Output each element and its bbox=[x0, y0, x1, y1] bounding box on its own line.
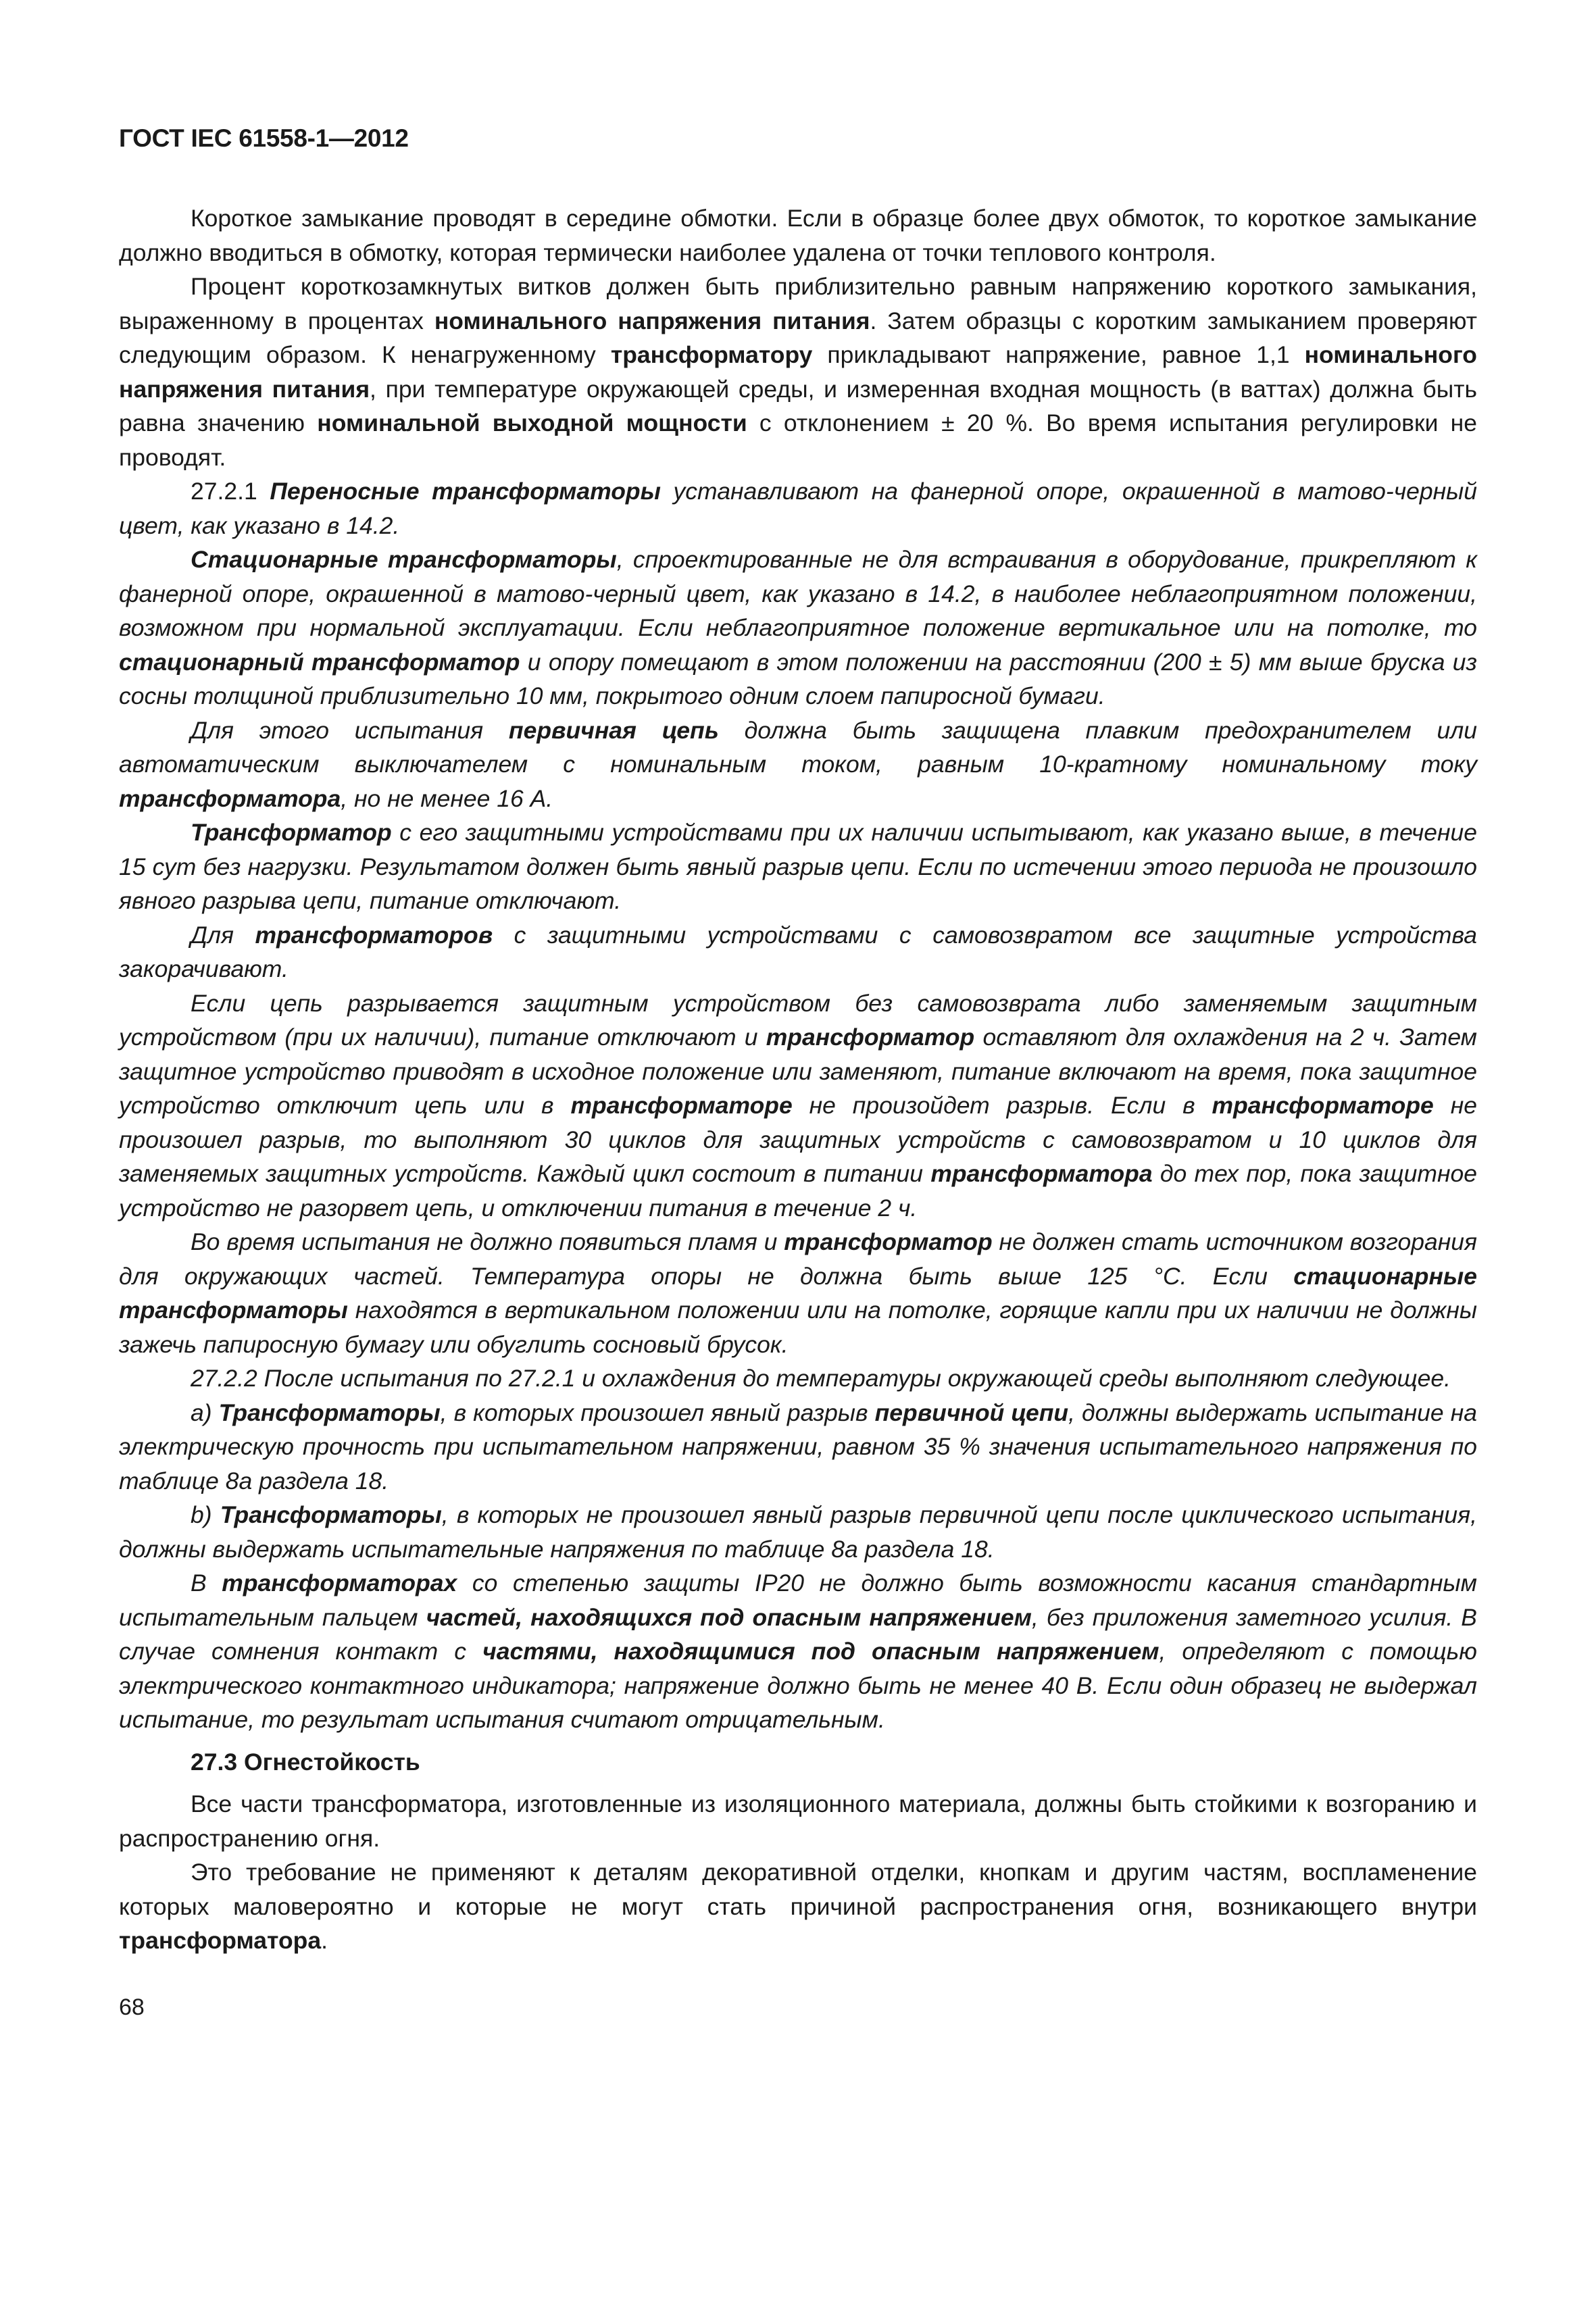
paragraph bbox=[119, 474, 1477, 543]
text-run: , при температуре окружающей среды, и измеренная входная мощность (в ваттах) должна быть равна значению bbox=[119, 375, 1477, 436]
bold-term: номинального напряжения питания bbox=[434, 307, 870, 334]
bold-term: Переносные трансформаторы bbox=[270, 478, 661, 505]
paragraph bbox=[119, 918, 1477, 986]
text-run: , но не менее 16 А. bbox=[341, 784, 553, 812]
text-run: В bbox=[191, 1569, 222, 1596]
text-run: , должны выдержать испытание на электрическую прочность при испытательном напряжении, равном 35 % значения испытательного напряжения по таблице 8а раздела 18. bbox=[119, 1399, 1477, 1494]
bold-term: Трансформатор bbox=[191, 819, 392, 846]
text-run: должна быть защищена плавким предохранителем или автоматическим выключателем с номинальным током, равным 10-кратному номинальному току bbox=[119, 716, 1478, 778]
text-run: не должен стать источником возгорания для окружающих частей. Температура опоры не должна быть выше 125 °С. Если bbox=[119, 1228, 1477, 1290]
paragraph bbox=[119, 543, 1477, 713]
bold-term: трансформаторах bbox=[222, 1569, 457, 1596]
text-run: с защитными устройствами с самовозвратом все защитные устройства закорачивают. bbox=[119, 921, 1477, 982]
bold-term: стационарные трансформаторы bbox=[119, 1262, 1477, 1324]
text-run: , без приложения заметного усилия. В случае сомнения контакт с bbox=[119, 1603, 1477, 1665]
bold-term: трансформаторе bbox=[1212, 1092, 1434, 1119]
text-run: Короткое замыкание проводят в середине обмотки. Если в образце более двух обмоток, то короткое замыкание должно вводиться в обмотку, которая термически наиболее удалена от точки теплового контроля. bbox=[119, 205, 1477, 266]
text-run: Процент короткозамкнутых витков должен быть приблизительно равным напряжению короткого замыкания, выраженному в процентах bbox=[119, 273, 1477, 334]
text-run: Во время испытания не должно появиться пламя и bbox=[191, 1228, 784, 1255]
bold-term: трансформатор bbox=[766, 1024, 975, 1051]
page-number: 68 bbox=[119, 1994, 145, 2020]
text-run: Все части трансформатора, изготовленные из изоляционного материала, должны быть стойкими к возгоранию и распространению огня. bbox=[119, 1790, 1477, 1852]
text-run: с отклонением ± 20 %. Во время испытания регулировки не проводят. bbox=[119, 409, 1477, 471]
bold-term: трансформатор bbox=[784, 1228, 993, 1255]
bold-term: стационарный трансформатор bbox=[119, 648, 520, 676]
text-run: находятся в вертикальном положении или на потолке, горящие капли при их наличии не должны зажечь папиросную бумагу или обуглить сосновый брусок. bbox=[119, 1297, 1477, 1358]
text-run: . Затем образцы с коротким замыканием проверяют следующим образом. К ненагруженному bbox=[119, 307, 1477, 368]
text-run: не произошел разрыв, то выполняют 30 циклов для защитных устройств с самовозвратом и 10 циклов для заменяемых защитных устройств. Каждый цикл состоит в питании bbox=[119, 1092, 1477, 1187]
bold-term: трансформатора bbox=[119, 1927, 322, 1954]
paragraph bbox=[119, 1787, 1477, 1855]
bold-term: первичная цепь bbox=[508, 716, 719, 744]
bold-term: частями, находящимися под опасным напряжением bbox=[482, 1638, 1159, 1665]
text-run: устанавливают на фанерной опоре, окрашенной в матово-черный цвет, как указано в 14.2. bbox=[119, 478, 1477, 539]
bold-term: номинального напряжения питания bbox=[119, 341, 1477, 403]
bold-term: первичной цепи bbox=[874, 1399, 1069, 1426]
bold-term: Стационарные трансформаторы bbox=[191, 546, 617, 573]
bold-term: Трансформаторы bbox=[218, 1399, 441, 1426]
paragraph bbox=[119, 1361, 1477, 1396]
text-run: с его защитными устройствами при их наличии испытывают, как указано выше, в течение 15 сут без нагрузки. Результатом должен быть явный разрыв цепи. Если по истечении этого периода не произошло явного разрыва цепи, питание отключают. bbox=[119, 819, 1477, 914]
text-run: и опору помещают в этом положении на расстоянии (200 ± 5) мм выше бруска из сосны толщиной приблизительно 10 мм, покрытого одним слоем папиросной бумаги. bbox=[119, 648, 1477, 709]
paragraph bbox=[119, 270, 1477, 474]
document-header: ГОСТ IEC 61558-1—2012 bbox=[119, 124, 409, 152]
paragraph bbox=[119, 1225, 1477, 1361]
paragraph bbox=[119, 713, 1477, 816]
paragraph bbox=[119, 1498, 1477, 1566]
bold-term: трансформатора bbox=[119, 784, 341, 812]
bold-term: трансформаторов bbox=[255, 921, 493, 949]
text-run: 27.2.2 После испытания по 27.2.1 и охлаждения до температуры окружающей среды выполняют следующее. bbox=[191, 1365, 1451, 1392]
text-run: a) bbox=[191, 1399, 219, 1426]
bold-term: Трансформаторы bbox=[220, 1501, 442, 1528]
text-run: Для bbox=[191, 921, 255, 949]
section-heading bbox=[119, 1745, 1477, 1780]
text-run: . bbox=[321, 1927, 328, 1954]
bold-term: трансформатора bbox=[930, 1160, 1153, 1187]
text-run: , в которых не произошел явный разрыв первичной цепи после циклического испытания, должны выдержать испытательные напряжения по таблице 8а раздела 18. bbox=[119, 1501, 1477, 1563]
text-run: со степенью защиты IP20 не должно быть возможности касания стандартным испытательным пальцем bbox=[119, 1569, 1477, 1631]
text-run: b) bbox=[191, 1501, 220, 1528]
bold-term: частей, находящихся под опасным напряжением bbox=[426, 1603, 1032, 1631]
paragraph bbox=[119, 986, 1477, 1226]
text-run: прикладывают напряжение, равное 1,1 bbox=[812, 341, 1305, 368]
bold-term: трансформатору bbox=[610, 341, 813, 368]
text-run: 27.2.1 bbox=[191, 478, 270, 505]
bold-term: трансформаторе bbox=[570, 1092, 793, 1119]
text-run: Это требование не применяют к деталям декоративной отделки, кнопкам и другим частям, воспламенение которых маловероятно и которые не могут стать причиной распространения огня, возникающего внутри bbox=[119, 1859, 1477, 1920]
text-run: Для этого испытания bbox=[191, 716, 509, 744]
paragraph bbox=[119, 201, 1477, 270]
paragraph bbox=[119, 1396, 1477, 1499]
text-run: , определяют с помощью электрического контактного индикатора; напряжение должно быть не менее 40 В. Если один образец не выдержал испытание, то результат испытания считают отрицательным. bbox=[119, 1638, 1478, 1733]
paragraph bbox=[119, 1855, 1477, 1958]
document-body bbox=[119, 201, 1477, 1958]
text-run: , спроектированные не для встраивания в оборудование, прикрепляют к фанерной опоре, окрашенной в матово-черный цвет, как указано в 14.2, в наиболее неблагоприятном положении, возможном при нормальной эксплуатации. Если неблагоприятное положение вертикальное или на потолке, то bbox=[119, 546, 1478, 641]
text-run: , в которых произошел явный разрыв bbox=[440, 1399, 875, 1426]
bold-term: номинальной выходной мощности bbox=[317, 409, 747, 436]
text-run: оставляют для охлаждения на 2 ч. Затем защитное устройство приводят в исходное положение или заменяют, питание включают на время, пока защитное устройство отключит цепь или в bbox=[119, 1024, 1478, 1119]
document-page bbox=[119, 122, 1477, 2024]
text-run: не произойдет разрыв. Если в bbox=[792, 1092, 1212, 1119]
text-run: до тех пор, пока защитное устройство не разорвет цепь, и отключении питания в течение 2 ч. bbox=[119, 1160, 1477, 1222]
paragraph bbox=[119, 815, 1477, 918]
paragraph bbox=[119, 1566, 1477, 1737]
text-run: Если цепь разрывается защитным устройством без самовозврата либо заменяемым защитным устройством (при их наличии), питание отключают и bbox=[119, 989, 1477, 1051]
text-run: 27.3 Огнестойкость bbox=[191, 1748, 420, 1776]
